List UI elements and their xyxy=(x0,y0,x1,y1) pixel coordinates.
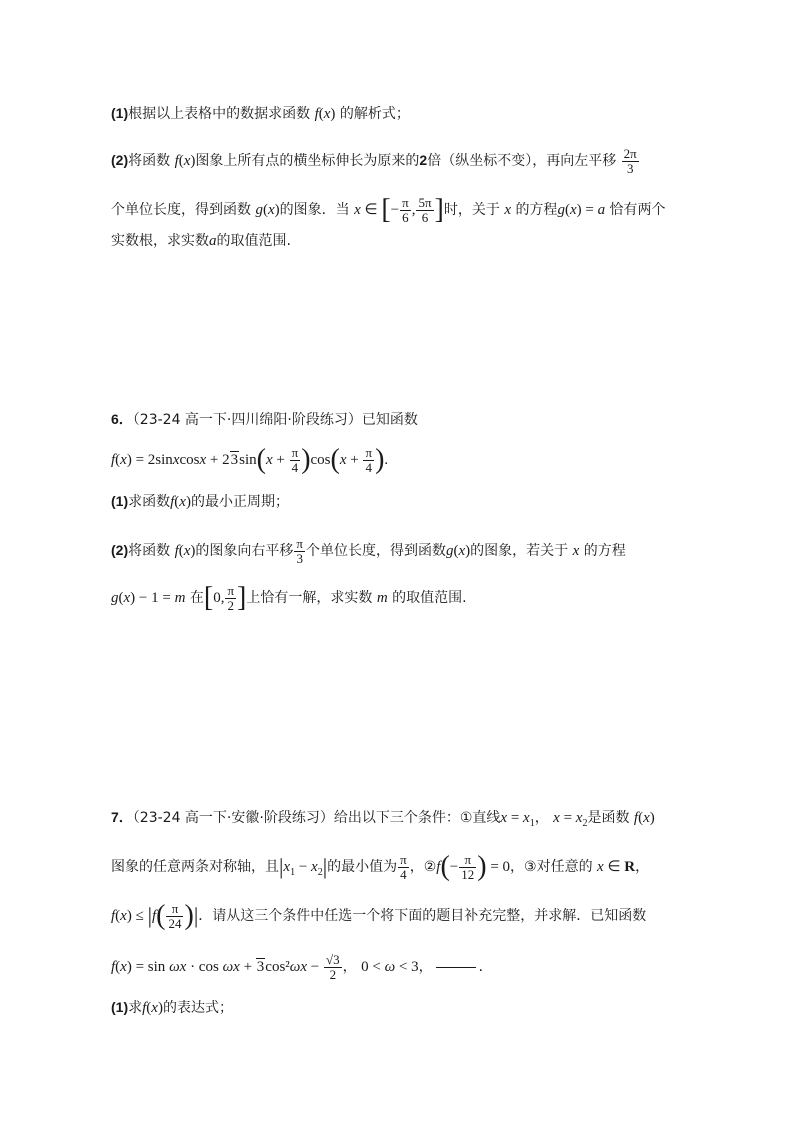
text: ， xyxy=(418,959,433,976)
text: 将函数 xyxy=(128,153,171,170)
fraction-interval-a: $\frac{\pi}{6}$ xyxy=(402,195,409,225)
text: 在 xyxy=(189,590,204,607)
p5-part2-line3: 实数根，求实数a的取值范围. xyxy=(111,233,291,249)
source: （23-24 高一下·安徽·阶段练习） xyxy=(132,810,334,826)
text: 的最小值为 xyxy=(327,859,398,876)
text: 的表达式； xyxy=(162,1000,233,1016)
p7-line2: 图象的任意两条对称轴，且$|x_1 - x_2|$的最小值为 $\frac{\pi}{4}$ ，②f(− $\frac{\pi}{12}$ ) = 0，③对任意的 x ∈ R， xyxy=(111,851,650,883)
text: 个单位长度，得到函数 xyxy=(306,543,446,560)
text: 2 xyxy=(419,152,428,169)
problem-number: 7． xyxy=(111,809,133,825)
fraction-pi4-b: $\frac{\pi}{4}$ xyxy=(365,445,373,475)
text: 恰有两个 xyxy=(609,202,666,219)
text: ，② xyxy=(409,859,437,876)
text: ， xyxy=(635,859,650,876)
part-label: (2) xyxy=(111,152,129,169)
source: （23-24 高一下·四川绵阳·阶段练习） xyxy=(132,412,362,428)
text: ，③对任意的 xyxy=(510,859,593,876)
fraction-cond3: $\frac{\pi}{24}$ xyxy=(168,901,182,931)
text: 的图象，若关于 xyxy=(470,543,569,560)
text: 图象的任意两条对称轴，且 xyxy=(111,859,279,876)
fraction-interval-b: $\frac{5\pi}{6}$ xyxy=(418,195,432,225)
p7-line4: f(x) = sin ωx · cos ωx + 3cos²ωx − $\frac{√3}{2}$ ， 0 < ω < 3， ． xyxy=(111,952,493,982)
text: 的取值范围. xyxy=(216,233,291,249)
part-label: (1) xyxy=(111,493,129,509)
text: 的图象．当 xyxy=(279,202,350,219)
text: 倍（纵坐标不变），再向左平移 xyxy=(427,153,617,170)
text: ．请从这三个条件中任选一个将下面的题目补充完整，并求解．已知函数 xyxy=(198,908,647,925)
text: 的解析式； xyxy=(339,106,410,122)
p6-header xyxy=(111,412,418,427)
p7-header: 7．（23-24 高一下·安徽·阶段练习）给出以下三个条件：①直线$x = x_1$， $x = x_2$是函数 f(x) xyxy=(111,809,655,829)
text: 的方程 xyxy=(583,543,626,560)
math-fx: f xyxy=(314,106,319,122)
p5-part1-line: (1)根据以上表格中的数据求函数 f(x) 的解析式； xyxy=(111,105,410,122)
text: 求 xyxy=(128,1000,143,1016)
p6-part2-line2: g(x) − 1 = m 在[0, $\frac{\pi}{2}$ ]上恰有一解，求实数 m 的取值范围. xyxy=(111,582,467,614)
fraction-pi4-a: $\frac{\pi}{4}$ xyxy=(291,445,299,475)
p6-part1-line: (1)求函数f(x)的最小正周期； xyxy=(111,493,289,510)
fraction-cond2: $\frac{\pi}{12}$ xyxy=(461,852,475,882)
fraction-shift: $\frac{\pi}{3}$ xyxy=(296,536,303,566)
text: 个单位长度，得到函数 xyxy=(111,202,251,219)
text: 已知函数 xyxy=(361,412,418,428)
p5-part2-line1: (2)将函数 f(x)图象上所有点的横坐标伸长为原来的2倍（纵坐标不变），再向左平移 $\frac{2\pi}{3}$ xyxy=(111,146,637,176)
p6-formula: f(x) = 2sinxcosx + 23sin(x + $\frac{\pi}{4}$ )cos(x + $\frac{\pi}{4}$ ). xyxy=(111,444,389,476)
part-label: (2) xyxy=(111,542,129,559)
text: 的图象向右平移 xyxy=(195,543,294,560)
part-label: (1) xyxy=(111,105,129,121)
p7-line3: f(x) ≤ |f( $\frac{\pi}{24}$ )|．请从这三个条件中任选一个将下面的题目补充完整，并求解．已知函数 xyxy=(111,900,647,932)
text: 将函数 xyxy=(128,543,171,560)
text: 的方程 xyxy=(515,202,558,219)
text: 的最小正周期； xyxy=(190,494,289,510)
fill-in-blank xyxy=(436,967,476,968)
fraction-shift: $\frac{2\pi}{3}$ xyxy=(623,146,637,176)
fraction-root3: $\frac{√3}{2}$ xyxy=(326,952,340,982)
fraction-interval: $\frac{\pi}{2}$ xyxy=(227,583,235,613)
text: 实数根，求实数 xyxy=(111,233,209,249)
text: 上恰有一解，求实数 xyxy=(246,590,373,607)
text: ． xyxy=(478,959,493,976)
problem-number: 6． xyxy=(111,411,133,427)
p5-part2-line2: 个单位长度，得到函数 g(x)的图象．当 x ∈ [− $\frac{\pi}{6}$ , $\frac{5\pi}{6}$ ]时，关于 x 的方程g(x) = a 恰有两个 xyxy=(111,194,666,226)
text: ， xyxy=(534,810,549,826)
text: 是函数 xyxy=(587,810,630,826)
text: 图象上所有点的横坐标伸长为原来的 xyxy=(195,153,420,170)
text: 根据以上表格中的数据求函数 xyxy=(128,106,311,122)
text: ， xyxy=(342,959,357,976)
text: 求函数 xyxy=(128,494,171,510)
fraction-min: $\frac{\pi}{4}$ xyxy=(400,852,407,882)
p7-part1-line: (1)求f(x)的表达式； xyxy=(111,999,233,1016)
text: 时，关于 xyxy=(443,202,500,219)
text: 给出以下三个条件：①直线 xyxy=(333,810,501,826)
p6-part2-line1: (2)将函数 f(x)的图象向右平移 $\frac{\pi}{3}$ 个单位长度，得到函数g(x)的图象，若关于 x 的方程 xyxy=(111,536,626,566)
text: 的取值范围. xyxy=(392,590,467,607)
part-label: (1) xyxy=(111,999,129,1015)
